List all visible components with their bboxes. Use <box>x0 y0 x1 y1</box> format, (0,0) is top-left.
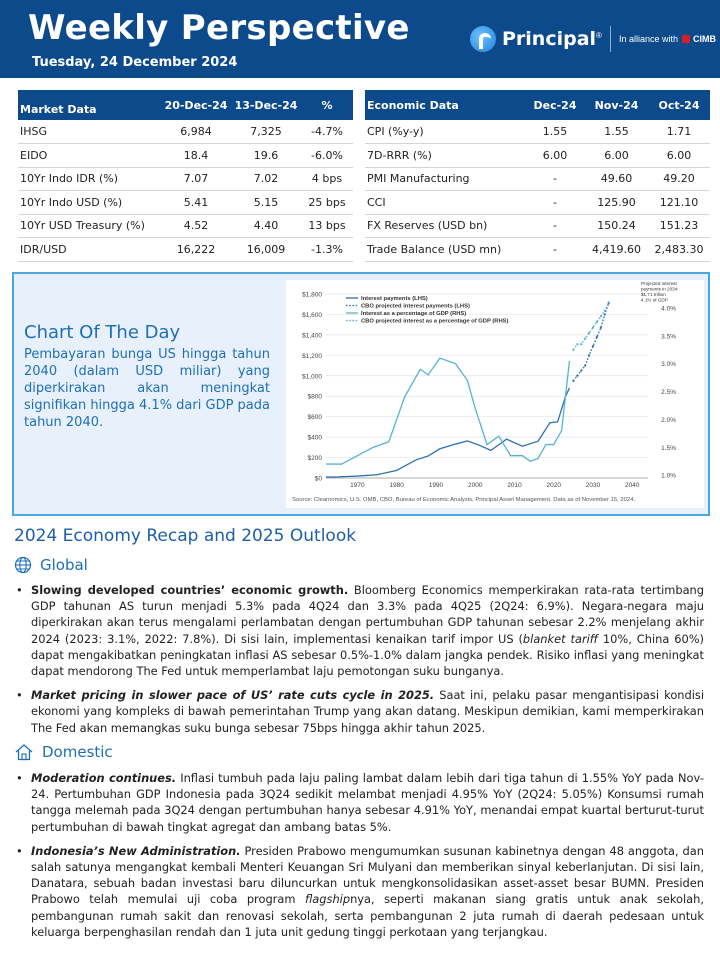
series-point-4 <box>576 343 578 345</box>
table-row <box>365 214 710 238</box>
table-cell: 121.10 <box>648 191 710 215</box>
column-header: % <box>301 90 353 120</box>
table-row <box>365 191 710 215</box>
table-cell: 125.90 <box>585 191 648 215</box>
house-icon <box>14 743 34 761</box>
row-label: 10Yr Indo IDR (%) <box>18 167 161 191</box>
table-header-row <box>365 90 710 120</box>
chart-panel <box>286 280 704 508</box>
principal-logo-icon <box>470 26 496 52</box>
interest-chart <box>286 280 704 508</box>
bullet-text: Saat ini, pelaku pasar mengantisipasi kondisi ekonomi yang kompleks di bawah pemerintahan Trump yang akan datang. Meskipun demikian, kami memperkirakan The Fed akan memangkas suku bunga sebesar 75bps hingga akhir tahun 2025. <box>31 688 704 735</box>
brand-registered-mark: ® <box>596 30 602 40</box>
x-tick-label: 1970 <box>350 482 365 489</box>
y-right-tick-label: 2.0% <box>661 416 676 424</box>
legend-label: CBO projected interest as a percentage of GDP (RHS) <box>361 318 509 325</box>
y-left-tick-label: $800 <box>307 393 322 401</box>
domestic-label: Domestic <box>42 743 113 761</box>
section-title: 2024 Economy Recap and 2025 Outlook <box>14 526 357 546</box>
table-row <box>18 214 353 238</box>
table-cell: 1.71 <box>648 120 710 144</box>
y-left-tick-label: $0 <box>314 475 322 483</box>
series-point-2 <box>604 313 606 315</box>
bullet-dot: • <box>16 771 23 785</box>
logo-divider <box>610 26 611 52</box>
bullet-lead: Slowing developed countries’ economic growth. <box>31 583 349 597</box>
globe-icon <box>14 556 32 574</box>
series-line-1 <box>326 388 569 477</box>
bullet-dot: • <box>16 843 23 858</box>
list-item <box>14 687 704 736</box>
y-left-tick-label: $1,600 <box>302 311 322 319</box>
bullet-text: Inflasi tumbuh pada laju paling lambat dalam lebih dari tiga tahun di 1.55% YoY pada Nov-24. Pertumbuhan GDP Indonesia pada 3Q24 sedikit melambat menjadi 4.95% YoY (2Q24: 5.05%) Konsumsi rumah tangga melemah pada 3Q24 dengan pertumbuhan hanya sebesar 4.91% YoY, menandai empat kuartal berturut-turut pertumbuhan di bawah tingkat agregat dan ambang batas 5%. <box>31 771 704 834</box>
bullet-emphasis: flagship <box>304 892 351 907</box>
chart-source: Source: Clearnomics, U.S. OMB, CBO, Bureau of Economic Analysis, Principal Asset Management. Data as of November 15, 2024. <box>292 497 636 503</box>
bullet-text: Bloomberg Economics memperkirakan rata-rata tertimbang GDP tahunan AS turun menjadi 5.3% pada 4Q24 dan 3.3% pada 4Q25 (2Q24: 6.9%). Negara-negara maju diperkirakan akan terus mengalami perlambatan dengan pertumbuhan GDP tahunan sebesar 2.2% menjelang akhir 2024 (2023: 3.1%, 2022: 7.8%). Di sisi lain, implementasi kenaikan tarif impor US ( <box>31 583 704 646</box>
chart-of-the-day-box <box>12 272 710 516</box>
column-header: 20-Dec-24 <box>161 90 231 120</box>
row-label: 10Yr USD Treasury (%) <box>18 214 161 238</box>
chart-annotation: Projected interest <box>641 281 677 286</box>
table-cell: 4 bps <box>301 167 353 191</box>
table-cell: 5.41 <box>161 191 231 215</box>
x-tick-label: 2040 <box>625 482 640 489</box>
column-header: Nov-24 <box>585 90 648 120</box>
table-cell: 151.23 <box>648 214 710 238</box>
table-cell: 2,483.30 <box>648 238 710 262</box>
table-cell: 25 bps <box>301 191 353 215</box>
bullet-text: Presiden Prabowo mengumumkan susunan kabinetnya dengan 48 anggota, dan salah satunya mengangkat kembali Menteri Keuangan Sri Mulyani dan memberikan sinyal keberlanjutan. Di sisi lain, Danatara, sebuah badan investasi baru diluncurkan untuk mengkonsolidasikan asset-asset besar BUMN. Presiden Prabowo telah memulai uji coba program <box>31 843 704 907</box>
chart-of-the-day-title: Chart Of The Day <box>24 322 181 343</box>
y-left-tick-label: $1,400 <box>302 332 322 340</box>
series-point-4 <box>608 301 610 303</box>
row-label: Trade Balance (USD mn) <box>365 238 525 262</box>
row-label: EIDO <box>18 144 161 168</box>
partner-name: CIMB <box>693 34 716 44</box>
header-banner <box>0 0 720 78</box>
table-row <box>18 144 353 168</box>
table-cell: 16,222 <box>161 238 231 262</box>
market-data-table <box>18 90 353 262</box>
series-point-4 <box>600 315 602 317</box>
chart-annotation: $1.71 trillion <box>641 292 666 297</box>
table-cell: 16,009 <box>231 238 301 262</box>
series-point-2 <box>584 364 586 366</box>
list-item <box>14 770 704 835</box>
table-cell: -4.7% <box>301 120 353 144</box>
column-header: Economic Data <box>365 90 525 120</box>
row-label: 10Yr Indo USD (%) <box>18 191 161 215</box>
y-right-tick-label: 4.0% <box>661 305 676 313</box>
bullet-dot: • <box>16 688 23 703</box>
table-cell: 7.07 <box>161 167 231 191</box>
table-cell: 6.00 <box>585 144 648 168</box>
row-label: CPI (%y-y) <box>365 120 525 144</box>
table-cell: 4.40 <box>231 214 301 238</box>
legend-label: CBO projected interest payments (LHS) <box>361 303 470 310</box>
series-point-2 <box>576 375 578 377</box>
table-cell: 4,419.60 <box>585 238 648 262</box>
y-left-tick-label: $600 <box>307 414 322 422</box>
table-cell: 1.55 <box>525 120 585 144</box>
table-cell: 49.60 <box>585 167 648 191</box>
series-point-4 <box>588 332 590 334</box>
list-item <box>14 582 704 679</box>
table-cell: 13 bps <box>301 214 353 238</box>
row-label: IHSG <box>18 120 161 144</box>
bullet-emphasis: blanket tariff <box>522 631 599 646</box>
table-cell: 18.4 <box>161 144 231 168</box>
series-point-4 <box>584 338 586 340</box>
x-tick-label: 1990 <box>428 482 444 489</box>
y-left-tick-label: $1,000 <box>302 373 322 381</box>
page-title: Weekly Perspective <box>28 8 410 48</box>
economic-data-table <box>365 90 710 262</box>
series-point-4 <box>596 321 598 323</box>
legend-label: Interest payments (LHS) <box>361 296 428 302</box>
table-row <box>18 191 353 215</box>
x-tick-label: 2020 <box>546 482 561 489</box>
table-cell: -1.3% <box>301 238 353 262</box>
table-cell: 6.00 <box>648 144 710 168</box>
table-header-row <box>18 90 353 120</box>
table-cell: 5.15 <box>231 191 301 215</box>
table-cell: 6,984 <box>161 120 231 144</box>
brand-name: Principal <box>502 28 597 50</box>
bullet-lead: Market pricing in slower pace of US’ rate cuts cycle in 2025. <box>31 688 435 703</box>
series-line-2 <box>573 303 608 381</box>
series-point-2 <box>588 354 590 356</box>
alliance-label: In alliance with <box>618 34 678 44</box>
domestic-bullets <box>14 770 704 948</box>
x-tick-label: 2030 <box>585 482 601 489</box>
y-right-tick-label: 3.5% <box>661 333 676 341</box>
domestic-heading <box>14 742 113 762</box>
global-label: Global <box>40 556 88 574</box>
series-point-2 <box>592 345 594 347</box>
legend-label: Interest as a percentage of GDP (RHS) <box>361 311 467 317</box>
table-row <box>365 144 710 168</box>
table-cell: 19.6 <box>231 144 301 168</box>
cimb-logo-icon <box>682 35 690 43</box>
y-left-tick-label: $200 <box>307 455 322 463</box>
y-left-tick-label: $1,200 <box>302 352 322 360</box>
table-row <box>18 238 353 262</box>
x-tick-label: 2010 <box>507 482 522 489</box>
table-cell: 1.55 <box>585 120 648 144</box>
chart-of-the-day-text: Pembayaran bunga US hingga tahun 2040 (dalam USD miliar) yang diperkirakan akan meningkat signifikan hingga 4.1% dari GDP pada tahun 2040. <box>24 347 270 430</box>
row-label: IDR/USD <box>18 238 161 262</box>
bullet-text: nya, seperti makanan siang gratis untuk anak sekolah, pembangunan rumah sakit dan renovasi sekolah, serta pembangunan 2 juta rumah di daerah pedesaan untuk keluarga berpenghasilan rendah dan 1 juta unit gedung tinggi perkotaan yang terjangkau. <box>31 892 704 939</box>
table-cell: - <box>525 191 585 215</box>
column-header: Oct-24 <box>648 90 710 120</box>
series-line-3 <box>326 358 569 464</box>
series-point-4 <box>592 326 594 328</box>
series-line-4 <box>573 302 608 349</box>
table-cell: - <box>525 238 585 262</box>
chart-annotation: payments in 2034: <box>641 286 679 292</box>
series-point-2 <box>600 327 602 329</box>
bullet-dot: • <box>16 583 23 597</box>
table-row <box>18 167 353 191</box>
bullet-text: 10%, China 60%) dapat mengakibatkan peningkatan inflasi AS sebesar 0.5%-1.0% dalam jangka pendek. Risiko inflasi yang meningkat dapat mendorong The Fed untuk memperlambat laju pemotongan suku bunganya. <box>31 631 704 679</box>
y-right-tick-label: 2.5% <box>661 389 676 397</box>
table-cell: 7,325 <box>231 120 301 144</box>
y-left-tick-label: $1,800 <box>302 291 322 299</box>
series-point-4 <box>604 310 606 312</box>
bullet-lead: Moderation continues. <box>31 771 177 785</box>
x-tick-label: 2000 <box>467 482 483 489</box>
row-label: PMI Manufacturing <box>365 167 525 191</box>
table-cell: 150.24 <box>585 214 648 238</box>
table-cell: - <box>525 167 585 191</box>
column-header: 13-Dec-24 <box>231 90 301 120</box>
global-bullets <box>14 582 704 744</box>
y-right-tick-label: 1.5% <box>661 444 676 452</box>
table-cell: -6.0% <box>301 144 353 168</box>
list-item <box>14 843 704 940</box>
y-right-tick-label: 1.0% <box>661 472 676 480</box>
series-point-2 <box>596 336 598 338</box>
series-point-4 <box>572 349 574 351</box>
column-header: Dec-24 <box>525 90 585 120</box>
table-cell: 7.02 <box>231 167 301 191</box>
table-row <box>365 238 710 262</box>
table-row <box>365 167 710 191</box>
y-left-tick-label: $400 <box>307 434 322 442</box>
report-date: Tuesday, 24 December 2024 <box>32 55 238 70</box>
table-row <box>365 120 710 144</box>
principal-logo <box>470 22 716 56</box>
row-label: FX Reserves (USD bn) <box>365 214 525 238</box>
table-cell: 4.52 <box>161 214 231 238</box>
series-point-2 <box>572 380 574 382</box>
x-tick-label: 1980 <box>389 482 404 489</box>
row-label: 7D-RRR (%) <box>365 144 525 168</box>
column-header: Market Data <box>18 90 161 120</box>
global-heading <box>14 555 88 575</box>
chart-annotation: 4.1% of GDP <box>641 297 668 303</box>
series-point-2 <box>580 370 582 372</box>
table-cell: 6.00 <box>525 144 585 168</box>
table-cell: 49.20 <box>648 167 710 191</box>
table-row <box>18 120 353 144</box>
bullet-lead: Indonesia’s New Administration. <box>31 843 241 858</box>
y-right-tick-label: 3.0% <box>661 361 676 369</box>
row-label: CCI <box>365 191 525 215</box>
table-cell: - <box>525 214 585 238</box>
series-point-4 <box>580 343 582 345</box>
